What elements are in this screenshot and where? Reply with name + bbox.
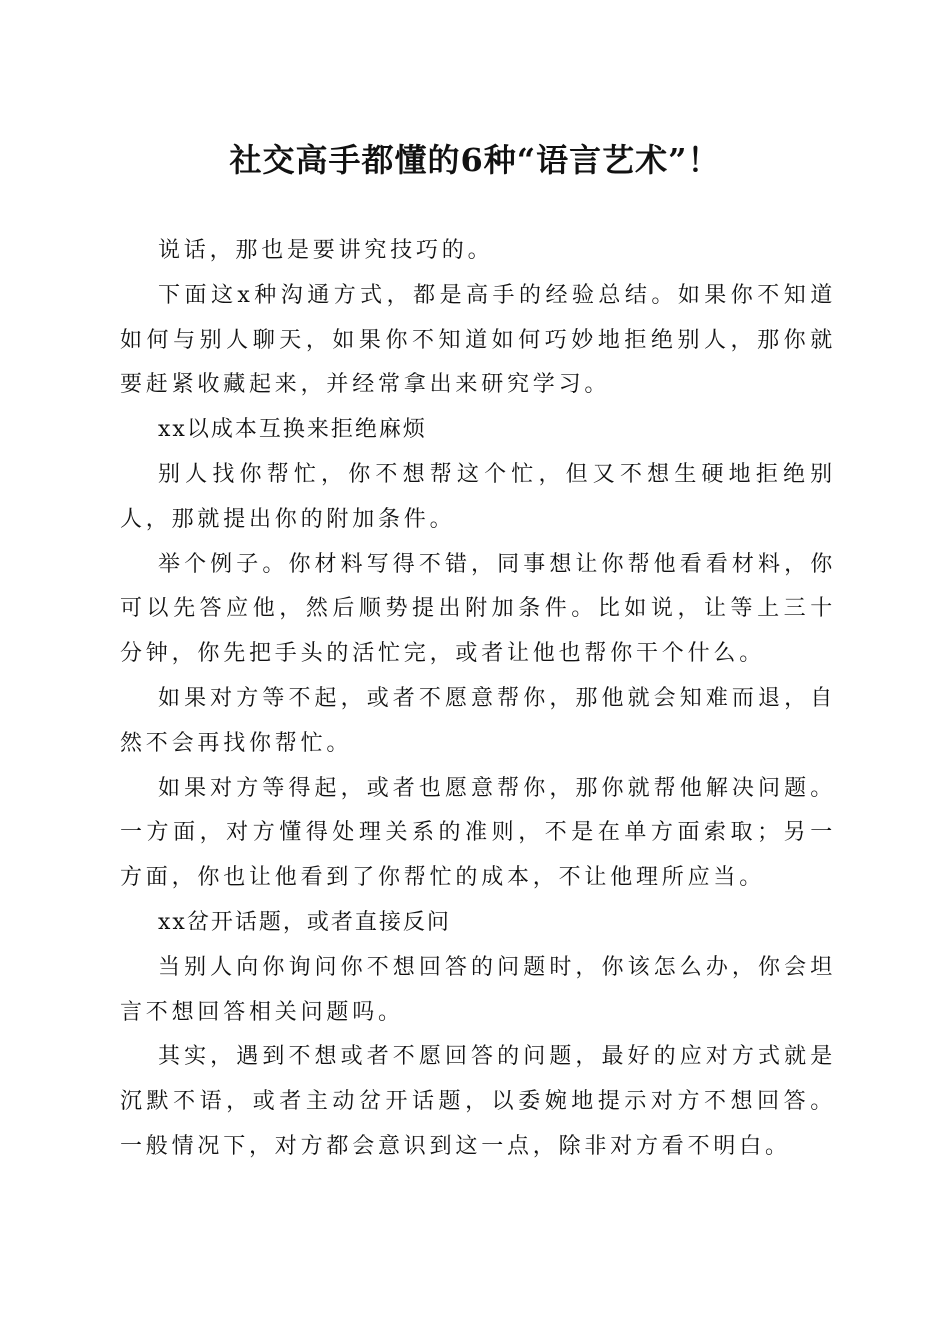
paragraph: 别人找你帮忙，你不想帮这个忙，但又不想生硬地拒绝别人，那就提出你的附加条件。 (120, 461, 836, 532)
paragraph: 如果对方等得起，或者也愿意帮你，那你就帮他解决问题。一方面，对方懂得处理关系的准则，不是在单方面索取；另一方面，你也让他看到了你帮忙的成本，不让他理所应当。 (120, 775, 836, 891)
document-title: 社交高手都懂的6种“语言艺术”！ (229, 141, 721, 179)
paragraph-overview: 下面这x种沟通方式，都是高手的经验总结。如果你不知道如何与别人聊天，如果你不知道如何巧妙地拒绝别人，那你就要赶紧收藏起来，并经常拿出来研究学习。 (120, 282, 836, 398)
section-heading-cost-exchange: xx以成本互换来拒绝麻烦 (158, 417, 427, 443)
section-heading-change-topic: xx岔开话题，或者直接反问 (158, 909, 451, 935)
paragraph: 举个例子。你材料写得不错，同事想让你帮他看看材料，你可以先答应他，然后顺势提出附加条件。比如说，让等上三十分钟，你先把手头的活忙完，或者让他也帮你干个什么。 (120, 551, 836, 667)
document-body (120, 229, 836, 1170)
paragraph: 其实，遇到不想或者不愿回答的问题，最好的应对方式就是沉默不语，或者主动岔开话题，以委婉地提示对方不想回答。一般情况下，对方都会意识到这一点，除非对方看不明白。 (120, 1044, 836, 1159)
paragraph: 如果对方等不起，或者不愿意帮你，那他就会知难而退，自然不会再找你帮忙。 (120, 685, 836, 756)
paragraph-intro: 说话，那也是要讲究技巧的。 (158, 238, 494, 263)
paragraph: 当别人向你询问你不想回答的问题时，你该怎么办，你会坦言不想回答相关问题吗。 (120, 954, 836, 1025)
